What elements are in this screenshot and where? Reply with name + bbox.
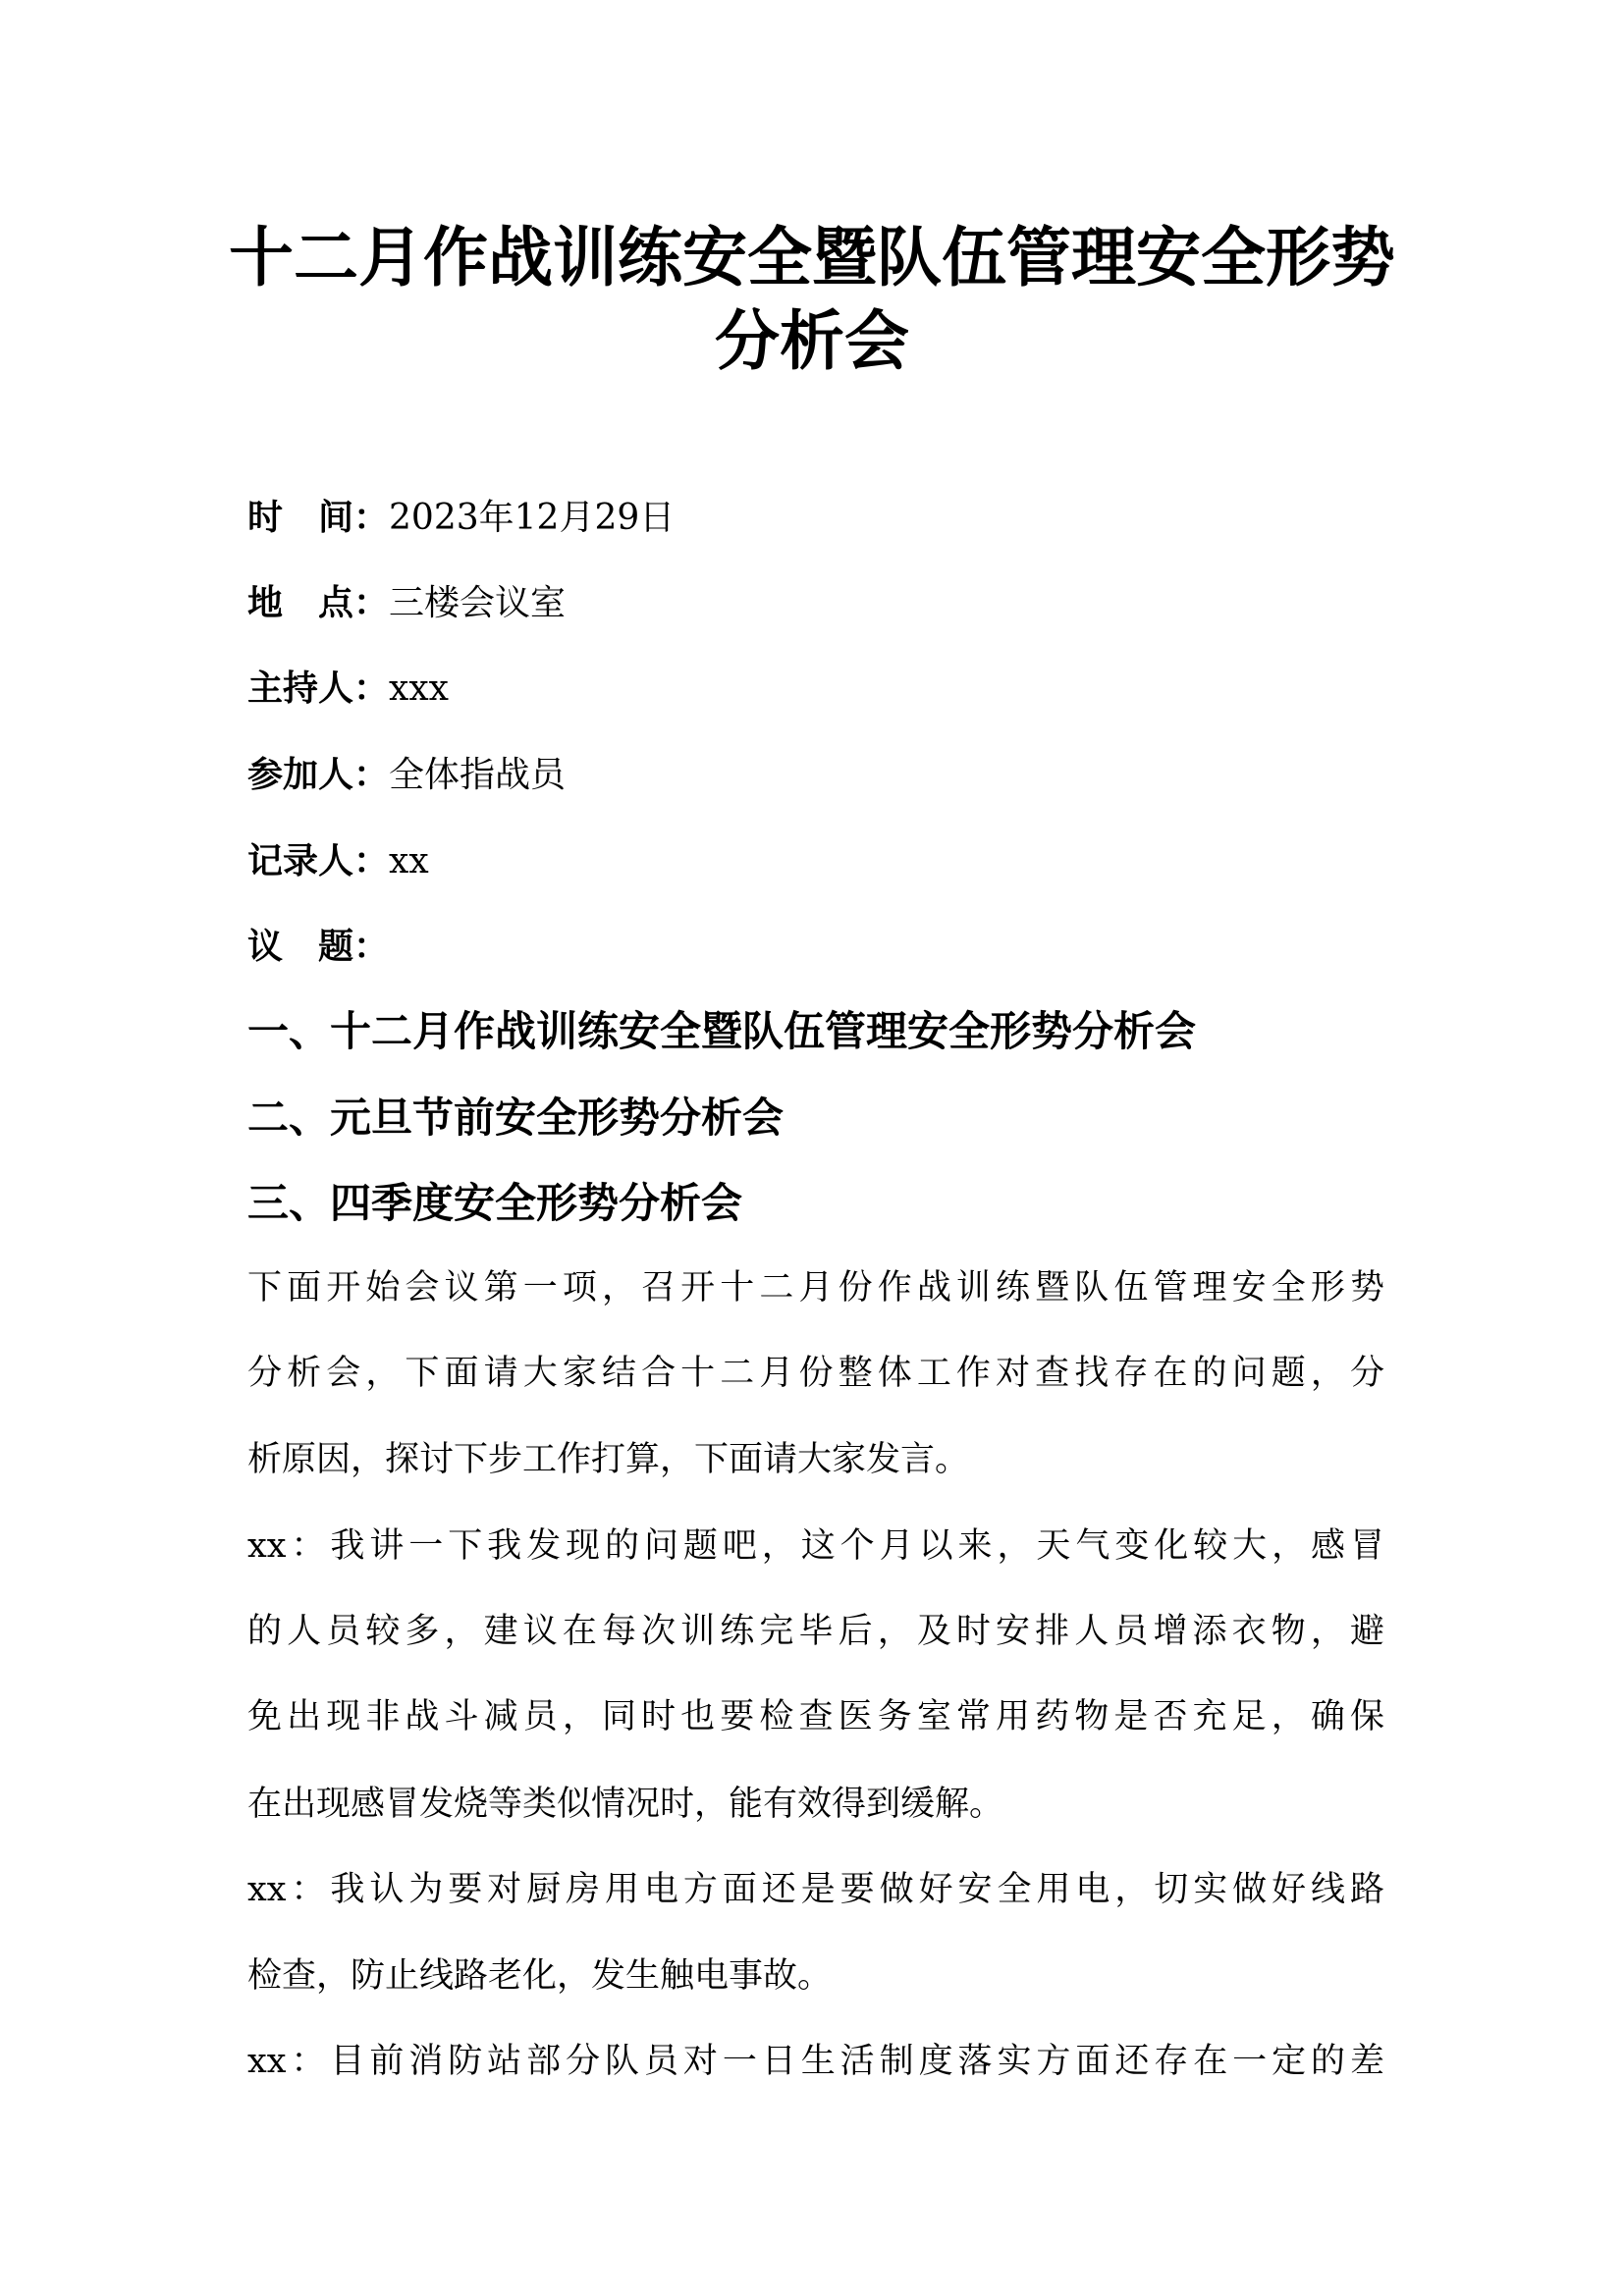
- body-line: xx：目前消防站部分队员对一日生活制度落实方面还存在一定的差: [247, 2042, 1384, 2081]
- body-line: 下面开始会议第一项，召开十二月份作战训练暨队伍管理安全形势: [247, 1268, 1384, 1308]
- meta-label: 议 题：: [247, 926, 390, 967]
- meta-label: 时 间：: [247, 497, 390, 538]
- meta-location: [247, 573, 1384, 632]
- meta-attendees: [247, 745, 1384, 804]
- meta-label: 主持人：: [247, 667, 390, 709]
- document-title-line-2: 分析会: [715, 302, 909, 379]
- meta-host: [247, 659, 1384, 718]
- document-title-line-1: 十二月作战训练安全暨队伍管理安全形势: [229, 219, 1395, 295]
- meta-value: 全体指战员: [389, 755, 567, 795]
- meta-label: 记录人：: [247, 840, 390, 881]
- body-line: xx：我认为要对厨房用电方面还是要做好安全用电，切实做好线路: [247, 1870, 1384, 1909]
- meta-value: 2023年12月29日: [389, 498, 676, 538]
- body-line: 免出现非战斗减员，同时也要检查医务室常用药物是否充足，确保: [247, 1697, 1384, 1736]
- meta-value: 三楼会议室: [389, 583, 567, 623]
- body-line: 析原因，探讨下步工作打算，下面请大家发言。: [247, 1440, 970, 1479]
- agenda-item: 二、元旦节前安全形势分析会: [247, 1094, 785, 1142]
- meta-label: 地 点：: [247, 582, 390, 623]
- meta-recorder: [247, 831, 1384, 890]
- agenda-item: 一、十二月作战训练安全暨队伍管理安全形势分析会: [247, 1007, 1197, 1055]
- meta-topics: [247, 917, 1384, 976]
- agenda-item: 三、四季度安全形势分析会: [247, 1179, 743, 1227]
- meta-time: [247, 488, 1384, 547]
- meta-value: xx: [389, 841, 429, 881]
- body-line: 分析会，下面请大家结合十二月份整体工作对查找存在的问题，分: [247, 1354, 1384, 1393]
- meta-value: xxx: [389, 668, 449, 709]
- body-line: 的人员较多，建议在每次训练完毕后，及时安排人员增添衣物，避: [247, 1612, 1384, 1651]
- meta-label: 参加人：: [247, 754, 390, 795]
- body-line: 在出现感冒发烧等类似情况时，能有效得到缓解。: [247, 1785, 1004, 1824]
- body-line: 检查，防止线路老化，发生触电事故。: [247, 1956, 833, 1996]
- body-line: xx：我讲一下我发现的问题吧，这个月以来，天气变化较大，感冒: [247, 1526, 1384, 1566]
